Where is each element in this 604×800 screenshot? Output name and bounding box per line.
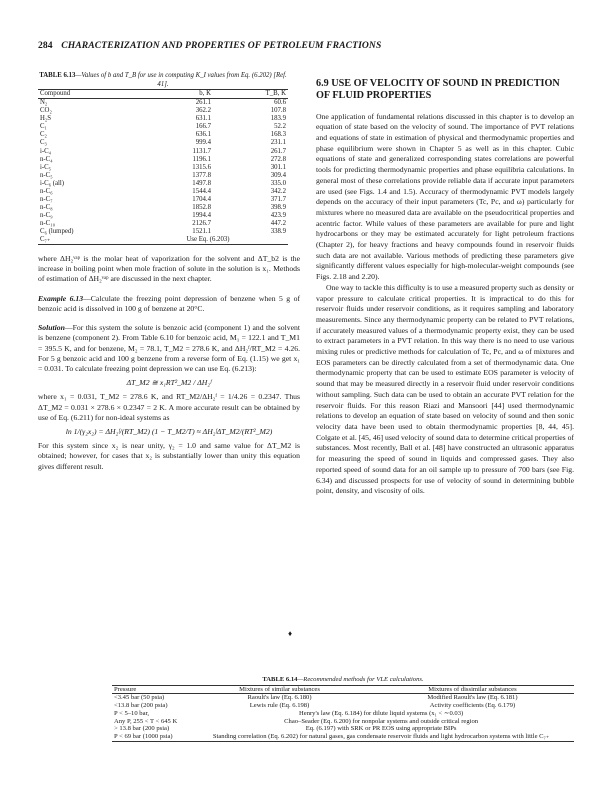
- table-cell: 1521.1: [192, 227, 211, 235]
- table-cell: 335.0: [270, 179, 286, 187]
- table-cell: 631.1: [195, 115, 211, 123]
- table-cell: C₃: [40, 139, 47, 147]
- left-column: [38, 72, 300, 472]
- table-row: [112, 725, 574, 733]
- table-6-14-body: [112, 694, 574, 741]
- solution: [38, 323, 300, 374]
- table-cell: 1497.8: [192, 179, 211, 187]
- table-row: [112, 733, 574, 741]
- table-cell: 338.9: [270, 227, 286, 235]
- table-row: [112, 710, 574, 718]
- table-cell: Chao–Seader (Eq. 6.200) for nonpolar systems and outside critical region: [284, 717, 479, 725]
- table-cell: H₂S: [40, 115, 52, 123]
- table-row: [38, 115, 288, 123]
- table-cell: n-C₇: [40, 195, 53, 203]
- table-cell: n-C₈: [40, 203, 53, 211]
- table-cell: 423.9: [270, 211, 286, 219]
- table-cell: 60.6: [274, 99, 286, 107]
- table-row: [38, 139, 288, 147]
- table-cell: 1196.1: [192, 155, 211, 163]
- table-cell: n-C₆: [40, 187, 53, 195]
- table-cell: 309.4: [270, 171, 286, 179]
- equation-freezing-depression: ΔT_M2 ≅ x₁RT²_M2 / ΔH₂ᶠ: [126, 378, 212, 388]
- table-cell: P < 69 bar (1000 psia): [112, 733, 188, 741]
- table-6-14-caption-text: —Recommended methods for VLE calculations.: [297, 676, 424, 683]
- table-cell: 362.2: [195, 107, 211, 115]
- table-cell: N₂: [40, 99, 48, 107]
- table-cell: i-C₅: [40, 163, 52, 171]
- table-row: [38, 196, 288, 204]
- paragraph-velocity-2: One way to tackle this difficulty is to use a measured property such as density or vapor pressure to calculate critical properties. It is impractical to do this for reservoir fluids under reservoir conditions, as it requires sampling and laboratory measurements. Since any thermodynamic property can be related to PVT relations, if accurately measured values of a thermodynamic property exist, they can be used to extract parameters in a PVT relation. In this way there is no need to use various mixing rules or predictive methods for calculation of Tc, Pc, and ω of mixtures and EOS parameters can be directly calculated from a set of thermodynamic data. One thermodynamic property that can be used to estimate EOS parameter is velocity of sound that may be measured directly in a reservoir fluid under reservoir conditions without sampling. Such data can be used to obtain an accurate PVT relation for the reservoir fluids. For this reason Riazi and Mansoori [44] used thermodynamic relations to develop an equation of state based on velocity of sound and then sonic velocity data have been used to obtain thermodynamic properties [8, 44, 45]. Colgate et al. [45, 46] used velocity of sound data to determine critical properties of substances. Most recently, Ball et al. [48] have constructed an ultrasonic apparatus for measuring the speed of sound in liquids and compressed gases. They also reported speed of sound data for an oil sample up to pressure of 700 bars (see Fig. 6.34) and discussed prospects for use of velocity of sound in determining bubble point, density, and viscosity of oils.: [316, 282, 574, 496]
- table-row: [38, 220, 288, 228]
- table-cell: n-C₁₀: [40, 219, 55, 227]
- table-row: [38, 148, 288, 156]
- table-row: [112, 694, 574, 702]
- table-cell: n-C₅: [40, 171, 53, 179]
- table-cell: 1377.8: [192, 171, 211, 179]
- table-row: [38, 99, 288, 108]
- table-cell: 342.2: [270, 187, 286, 195]
- table-cell: n-C₉: [40, 211, 53, 219]
- table-row: [38, 236, 288, 245]
- table-cell: C₇₊: [38, 236, 128, 245]
- running-title: CHARACTERIZATION AND PROPERTIES OF PETROLEUM FRACTIONS: [61, 40, 382, 51]
- table-row: [112, 702, 574, 710]
- table-cell: 1544.4: [192, 187, 211, 195]
- table-cell: 52.2: [274, 123, 286, 131]
- table-cell: 107.8: [270, 107, 286, 115]
- table-cell: i-C₄: [40, 147, 52, 155]
- table-row: [38, 131, 288, 139]
- table-cell: 1131.7: [192, 147, 211, 155]
- solution-label: Solution: [38, 323, 65, 333]
- table-cell: Eq. (6.197) with SRK or PR EOS using appropriate BIPs: [305, 725, 457, 733]
- table-cell: CO₂: [40, 107, 52, 115]
- table-cell: 1994.4: [192, 211, 211, 219]
- table-cell: 1704.4: [192, 195, 211, 203]
- table-cell: 261.1: [195, 99, 211, 107]
- table-cell: 272.8: [270, 155, 286, 163]
- table-cell: C₆ (lumped): [40, 227, 74, 235]
- paragraph-result: where x₁ = 0.031, T_M2 = 278.6 K, and RT_M2/ΔH₂ᶠ = 1/4.26 = 0.2347. Thus ΔT_M2 = 0.031 × 278.6 × 0.2347 = 2 K. A more accurate result can be obtained by use of Eq. (6.211) for non-ideal systems as: [38, 392, 300, 422]
- table-cell: 447.2: [270, 219, 286, 227]
- table-cell: <3.45 bar (50 psia): [114, 694, 165, 702]
- table-cell: i-C₆ (all): [40, 179, 65, 187]
- table-6-14: [112, 685, 574, 742]
- col-tb: T_B, K: [213, 90, 288, 99]
- solution-text: —For this system the solute is benzoic acid (component 1) and the solvent is benzene (component 2). From Table 6.10 for benzoic acid, M₁ = 122.1 and T_M1 = 395.5 K, and for benzene, M₂ = 78.1, T_M2 = 278.6 K, and ΔH₂ᶠ/RT_M2 = 4.26. For 5 g benzoic acid and 100 g benzene from a reverse form of Eq. (1.15) we get x₁ = 0.031. To calculate freezing point depression we can use Eq. (6.213):: [38, 323, 300, 373]
- table-cell: Any P, 255 < T < 645 K: [114, 717, 178, 725]
- table-cell: Henry's law (Eq. 6.184) for dilute liquid systems (x₁ < ∼0.03): [299, 709, 464, 717]
- table-cell: 301.1: [270, 163, 286, 171]
- table-cell: 166.7: [195, 123, 211, 131]
- table-cell: 168.3: [270, 131, 286, 139]
- table-row: [38, 156, 288, 164]
- section-heading: 6.9 USE OF VELOCITY OF SOUND IN PREDICTION OF FLUID PROPERTIES: [316, 78, 560, 101]
- table-6-14-block: [112, 676, 574, 742]
- table-cell: Activity coefficients (Eq. 6.179): [429, 702, 516, 710]
- example-label: Example 6.13: [38, 293, 84, 303]
- table-cell: 183.9: [270, 115, 286, 123]
- table-cell: > 13.8 bar (200 psia): [114, 725, 170, 733]
- col-compound: Compound: [38, 90, 128, 99]
- table-cell: <13.8 bar (200 psia): [114, 702, 168, 710]
- table-row: [38, 212, 288, 220]
- col-pressure: Pressure: [112, 685, 188, 694]
- table-cell: Standing correlation (Eq. 6.202) for natural gases, gas condensate reservoir fluids and light hydrocarbon systems with little C₇₊: [188, 733, 574, 741]
- table-row: [38, 188, 288, 196]
- table-cell: C₁: [40, 123, 47, 131]
- table-cell: 2126.7: [192, 219, 211, 227]
- table-row: [38, 228, 288, 236]
- table-row: [38, 107, 288, 115]
- table-6-13-body: [38, 99, 288, 245]
- table-6-13-caption: [38, 72, 288, 89]
- table-cell: P < 5–10 bar,: [114, 709, 150, 717]
- page-number: 284: [38, 40, 53, 51]
- paragraph-vaporization: where ΔH₂ᵛᵃᵖ is the molar heat of vaporization for the solvent and ΔT_b2 is the increase in boiling point when mole fraction of solute in the solution is x₁. Methods of estimation of ΔH₂ᵛᵃᵖ are discussed in the next chapter.: [38, 254, 300, 284]
- table-6-14-caption: [112, 676, 574, 684]
- table-row: [38, 180, 288, 188]
- paragraph-conclusion: For this system since x₂ is near unity, γ₂ = 1.0 and same value for ΔT_M2 is obtained; however, for cases that x₂ is substantially lower than unity this equation gives different result.: [38, 441, 300, 471]
- table-6-13-caption-text: —Values of b and T_B for use in computing K_I values from Eq. (6.202) [Ref. 41].: [75, 72, 287, 88]
- table-row: [112, 718, 574, 726]
- table-cell: 999.4: [195, 139, 211, 147]
- table-cell: 636.1: [195, 131, 211, 139]
- running-header: [38, 40, 381, 51]
- table-cell: 1315.6: [192, 163, 211, 171]
- table-cell: 398.9: [270, 203, 286, 211]
- equation-nonideal: ln 1/(γ₂x₂) = ΔH₂ᶠ/(RT_M2) (1 − T_M2/T) ≈ ΔH₂ᶠΔT_M2/(RT²_M2): [65, 426, 273, 436]
- table-cell: 371.7: [270, 195, 286, 203]
- table-cell: Lewis rule (Eq. 6.198): [249, 702, 310, 710]
- table-cell: Modified Raoult's law (Eq. 6.181): [427, 694, 518, 702]
- table-cell: C₂: [40, 131, 47, 139]
- table-cell: Use Eq. (6.203): [128, 236, 288, 245]
- table-row: [38, 164, 288, 172]
- table-cell: Raoult's law (Eq. 6.180): [247, 694, 312, 702]
- table-cell: 1852.8: [192, 203, 211, 211]
- table-cell: 231.1: [270, 139, 286, 147]
- table-6-13: [38, 89, 288, 245]
- col-b: b, K: [128, 90, 213, 99]
- right-column: [316, 78, 574, 497]
- example-6-13: [38, 294, 300, 314]
- table-row: [38, 204, 288, 212]
- table-6-14-label: TABLE 6.14: [262, 676, 298, 683]
- table-row: [38, 172, 288, 180]
- col-dissimilar: Mixtures of dissimilar substances: [371, 685, 574, 694]
- table-cell: 261.7: [270, 147, 286, 155]
- table-row: [38, 123, 288, 131]
- table-6-13-label: TABLE 6.13: [39, 72, 76, 79]
- table-cell: n-C₄: [40, 155, 53, 163]
- end-of-example-mark: ♦: [288, 629, 293, 638]
- paragraph-velocity-1: One application of fundamental relations discussed in this chapter is to develop an equation of state based on the velocity of sound. The importance of PVT relations and equations of state in estimation of physical and thermodynamic properties and phase equilibrium were shown in Chapter 5 as well as in this chapter. Cubic equations of state and generalized corresponding states correlations are powerful tools for predicting thermodynamic properties and phase equilibria calculations. In general most of these correlations provide reliable data if accurate input parameters are used (see Figs. 1.4 and 1.5). Accuracy of thermodynamic PVT models largely depends on the accuracy of their input parameters (Tc, Pc, and ω) particularly for mixtures where no measured data are available on the pseudocritical properties and acentric factor. While values of these parameters are available for pure and light hydrocarbons or they may be estimated accurately for light petroleum fractions (Chapter 2), for heavy fractions and heavy compounds found in reservoir fluids such data are not available. Various methods of predicting these parameters give significantly different values especially for high-molecular-weight compounds (see Figs. 2.18 and 2.20).: [316, 111, 574, 282]
- col-similar: Mixtures of similar substances: [188, 685, 371, 694]
- example-text: —Calculate the freezing point depression of benzene when 5 g of benzoic acid is dissolved in 100 g of benzene at 20°C.: [38, 293, 301, 313]
